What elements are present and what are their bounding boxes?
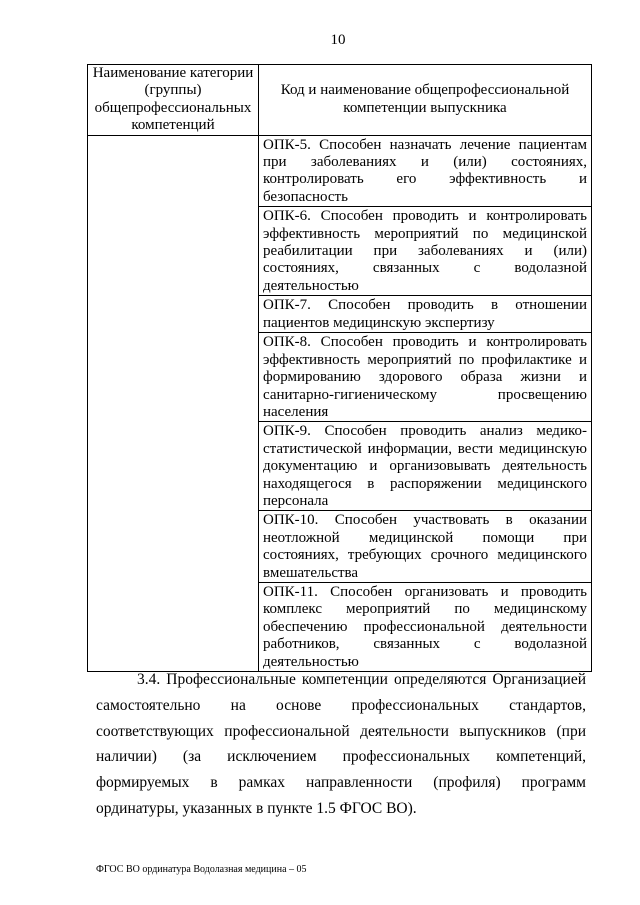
page-number: 10 xyxy=(330,32,346,48)
category-cell xyxy=(88,135,259,671)
section-paragraph: 3.4. Профессиональные компетенции определяются Организацией самостоятельно на основе профессиональных стандартов, соответствующих профессиональной деятельности выпускников (при наличии) (за исключением профессиональных компетенций, формируемых в рамках направленности (профиля) программ ординатуры, указанных в пункте 1.5 ФГОС ВО). xyxy=(96,671,586,817)
competency-cell-opk8: ОПК-8. Способен проводить и контролировать эффективность мероприятий по профилактике и формированию здорового образа жизни и санитарно-гигиеническому просвещению населения xyxy=(259,333,592,422)
page-footer: ФГОС ВО ординатура Водолазная медицина – 05 xyxy=(96,864,307,875)
table-row xyxy=(88,135,592,207)
competency-cell-opk7: ОПК-7. Способен проводить в отношении пациентов медицинскую экспертизу xyxy=(259,296,592,333)
competency-cell-opk6: ОПК-6. Способен проводить и контролировать эффективность мероприятий по медицинской реабилитации при заболеваниях и (или) состояниях, связанных с водолазной деятельностью xyxy=(259,207,592,296)
competency-cell-opk9: ОПК-9. Способен проводить анализ медико-статистической информации, вести медицинскую документацию и организовывать деятельность находящегося в распоряжении медицинского персонала xyxy=(259,422,592,511)
competency-table xyxy=(87,64,592,672)
header-competency: Код и наименование общепрофессиональной компетенции выпускника xyxy=(259,65,592,136)
header-category: Наименование категории (группы) общепрофессиональных компетенций xyxy=(88,65,259,136)
competency-cell-opk5: ОПК-5. Способен назначать лечение пациентам при заболеваниях и (или) состояниях, контролировать его эффективность и безопасность xyxy=(259,135,592,207)
competency-cell-opk11: ОПК-11. Способен организовать и проводить комплекс мероприятий по медицинскому обеспечению профессиональной деятельности работников, связанных с водолазной деятельностью xyxy=(259,582,592,671)
table-header-row xyxy=(88,65,592,136)
competency-cell-opk10: ОПК-10. Способен участвовать в оказании неотложной медицинской помощи при состояниях, требующих срочного медицинского вмешательства xyxy=(259,511,592,583)
